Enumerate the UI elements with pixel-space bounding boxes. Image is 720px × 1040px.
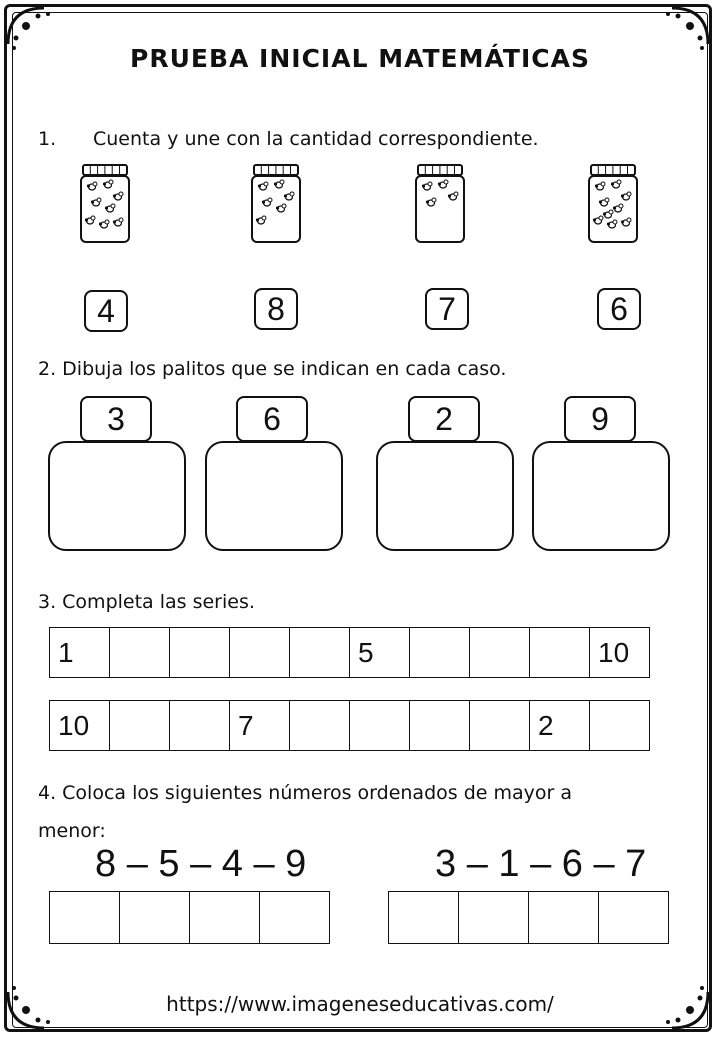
- series-cell[interactable]: [350, 701, 410, 751]
- q3-instruction: 3. Completa las series.: [38, 591, 255, 613]
- q1-number: 1.: [38, 128, 57, 150]
- page-title: PRUEBA INICIAL MATEMÁTICAS: [130, 44, 590, 73]
- q1-answer-box[interactable]: 4: [84, 290, 128, 332]
- series-cell[interactable]: [110, 628, 170, 678]
- series-cell[interactable]: [590, 701, 650, 751]
- series-cell[interactable]: 10: [590, 628, 650, 678]
- q2-drawing-box[interactable]: [532, 441, 670, 551]
- q2-instruction: 2. Dibuja los palitos que se indican en cada caso.: [38, 358, 507, 380]
- series-cell[interactable]: [410, 628, 470, 678]
- jar-icon: [78, 163, 132, 245]
- order-cell[interactable]: [50, 892, 120, 944]
- order-cell[interactable]: [120, 892, 190, 944]
- q2-number-tab: 9: [564, 396, 636, 442]
- series-table-2: [49, 700, 650, 751]
- jar-icon: [586, 163, 640, 245]
- q4-answer-table-right: [388, 891, 669, 944]
- order-cell[interactable]: [260, 892, 330, 944]
- order-cell[interactable]: [599, 892, 669, 944]
- q2-number-tab: 3: [80, 396, 152, 442]
- q1-answer-box[interactable]: 7: [425, 288, 469, 330]
- series-cell[interactable]: [410, 701, 470, 751]
- series-cell[interactable]: [530, 628, 590, 678]
- q2-drawing-box[interactable]: [48, 441, 186, 551]
- q2-number-tab: 6: [236, 396, 308, 442]
- series-cell[interactable]: [470, 628, 530, 678]
- series-cell[interactable]: 10: [50, 701, 110, 751]
- series-cell[interactable]: [290, 701, 350, 751]
- series-cell[interactable]: 1: [50, 628, 110, 678]
- series-cell[interactable]: [230, 628, 290, 678]
- q4-instruction-line1: 4. Coloca los siguientes números ordenados de mayor a: [38, 782, 573, 804]
- order-cell[interactable]: [190, 892, 260, 944]
- q1-answer-box[interactable]: 8: [254, 288, 298, 330]
- q1-instruction: Cuenta y une con la cantidad correspondiente.: [93, 128, 539, 150]
- series-cell[interactable]: [170, 701, 230, 751]
- order-cell[interactable]: [389, 892, 459, 944]
- q2-drawing-box[interactable]: [205, 441, 343, 551]
- series-cell[interactable]: [470, 701, 530, 751]
- q2-drawing-box[interactable]: [376, 441, 514, 551]
- q4-instruction-line2: menor:: [38, 820, 106, 842]
- q4-sequence-left: 8 – 5 – 4 – 9: [95, 843, 307, 885]
- q4-sequence-right: 3 – 1 – 6 – 7: [435, 843, 647, 885]
- order-cell[interactable]: [459, 892, 529, 944]
- q2-number-tab: 2: [408, 396, 480, 442]
- q1-answer-box[interactable]: 6: [597, 288, 641, 330]
- series-cell[interactable]: 2: [530, 701, 590, 751]
- series-cell[interactable]: 7: [230, 701, 290, 751]
- series-cell[interactable]: [170, 628, 230, 678]
- series-cell[interactable]: [290, 628, 350, 678]
- series-cell[interactable]: 5: [350, 628, 410, 678]
- series-cell[interactable]: [110, 701, 170, 751]
- series-table-1: [49, 627, 650, 678]
- jar-icon: [413, 163, 467, 245]
- jar-icon: [249, 163, 303, 245]
- order-cell[interactable]: [529, 892, 599, 944]
- footer-url: https://www.imageneseducativas.com/: [166, 992, 554, 1016]
- q4-answer-table-left: [49, 891, 330, 944]
